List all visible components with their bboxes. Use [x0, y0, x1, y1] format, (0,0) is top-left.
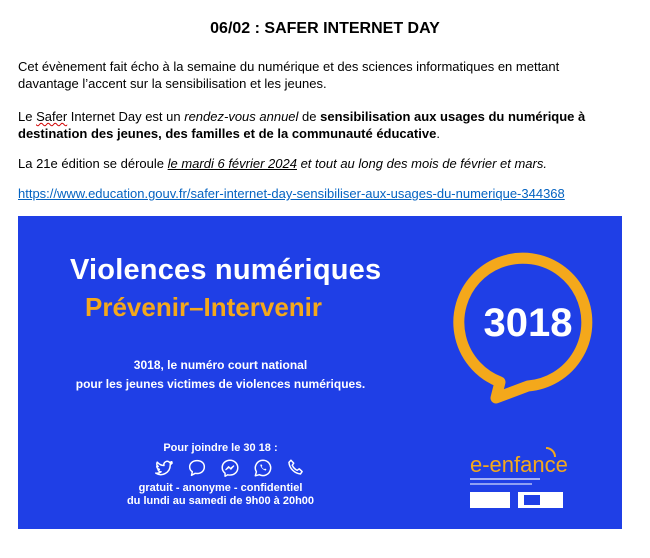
source-link[interactable]: https://www.education.gouv.fr/safer-internet-day-sensibiliser-aux-usages-du-numerique-344368	[18, 186, 565, 201]
contact-icons	[153, 457, 307, 479]
banner-description	[18, 356, 423, 394]
text: La 21e édition se déroule	[18, 156, 168, 171]
number-bubble	[438, 236, 608, 406]
link-paragraph	[18, 185, 618, 202]
logo-wordmark: e-enfance	[470, 452, 568, 477]
eu-flag-icon	[524, 495, 540, 505]
e-enfance-logo	[468, 438, 573, 513]
spellcheck-word: Safer	[36, 109, 68, 124]
twitter-icon[interactable]	[153, 457, 175, 479]
campaign-banner	[18, 216, 622, 529]
banner-title: Violences numériques	[70, 254, 382, 286]
italic-text: rendez-vous annuel	[184, 109, 299, 124]
partner-logo	[470, 492, 510, 508]
logo-line	[470, 478, 540, 480]
date-text: le mardi 6 février 2024	[167, 156, 297, 171]
desc-line: 3018, le numéro court national	[133, 358, 308, 372]
desc-line: pour les jeunes victimes de violences numériques.	[75, 377, 366, 391]
text: Internet Day est un	[67, 109, 185, 124]
text: .	[436, 126, 440, 141]
banner-footer	[18, 482, 423, 508]
foot-line: du lundi au samedi de 9h00 à 20h00	[126, 495, 315, 507]
messenger-icon[interactable]	[219, 457, 241, 479]
foot-line: gratuit - anonyme - confidentiel	[138, 482, 303, 494]
text: Le	[18, 109, 37, 124]
text: de	[298, 109, 321, 124]
edition-paragraph	[18, 155, 618, 172]
italic-text: et tout au long des mois de février et mars.	[296, 156, 547, 171]
logo-line	[470, 483, 532, 485]
helpline-number: 3018	[483, 301, 573, 345]
intro-paragraph: Cet évènement fait écho à la semaine du numérique et des sciences informatiques en mettant davantage l’accent sur la sensibilisation et les jeunes.	[18, 59, 560, 91]
whatsapp-icon[interactable]	[252, 457, 274, 479]
description-paragraph	[18, 108, 618, 142]
phone-icon[interactable]	[285, 457, 307, 479]
page-title: 06/02 : SAFER INTERNET DAY	[210, 20, 440, 37]
banner-subtitle: Prévenir–Intervenir	[85, 292, 323, 322]
join-label: Pour joindre le 30 18 :	[163, 442, 278, 454]
message-icon[interactable]	[186, 457, 208, 479]
bold-text: sensibilisation aux usages du numérique à destination des jeunes, des familles et de la communauté éducative	[18, 109, 586, 141]
